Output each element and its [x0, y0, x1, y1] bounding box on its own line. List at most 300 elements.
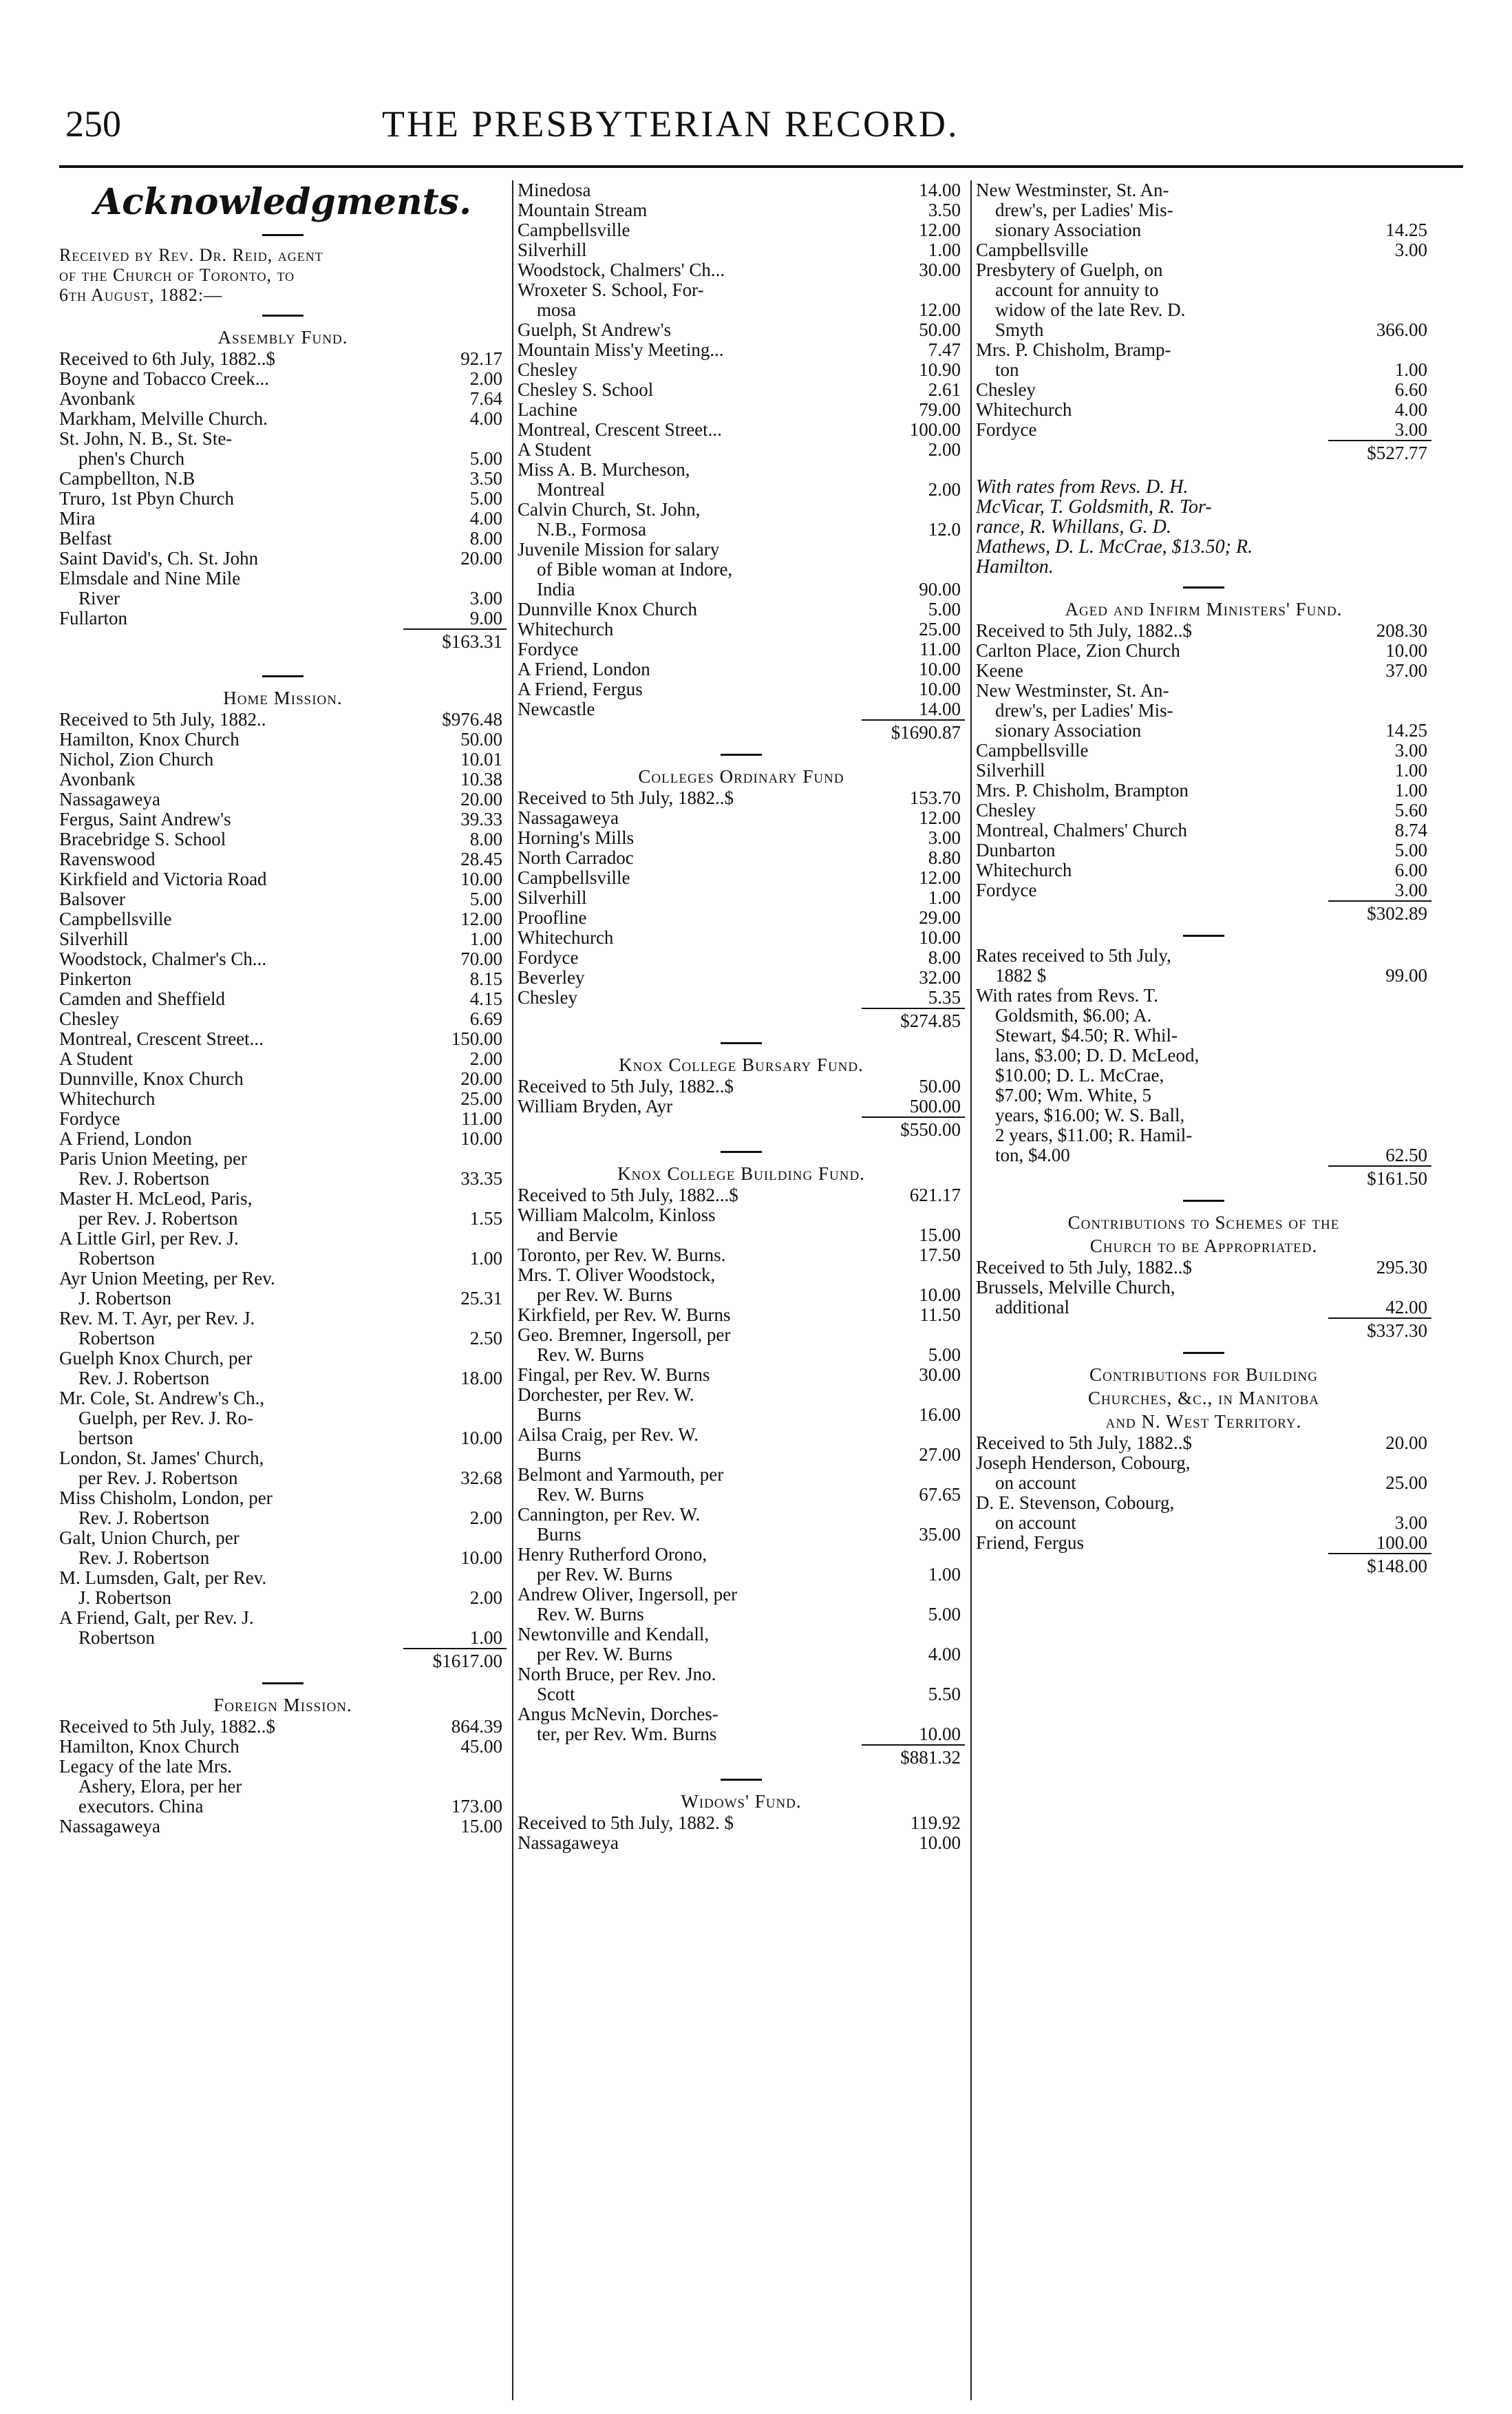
section-total: $161.50 — [1328, 1165, 1431, 1190]
entry-amount: 5.00 — [928, 600, 961, 620]
entry-amount: 67.65 — [919, 1485, 961, 1505]
entry-label: Presbytery of Guelph, on — [976, 260, 1163, 280]
entry-amount: 42.00 — [1385, 1298, 1427, 1317]
assembly-fund-list — [59, 349, 507, 628]
entry-label: William Malcolm, Kinloss — [518, 1205, 716, 1225]
entry-amount: 366.00 — [1376, 320, 1427, 340]
entry-line — [59, 790, 507, 809]
entry-line — [518, 1833, 965, 1853]
entry-amount: 25.31 — [460, 1289, 502, 1309]
entry-line — [976, 661, 1431, 681]
column-1 — [59, 180, 507, 2404]
entry-amount: 10.00 — [919, 1724, 961, 1744]
entry-label: Fullarton — [59, 608, 127, 628]
entry-label: Mr. Cole, St. Andrew's Ch., — [59, 1388, 265, 1408]
entry-line — [518, 320, 965, 340]
section-divider — [59, 666, 507, 686]
entry-amount: 208.30 — [1376, 621, 1427, 641]
entry-label: Whitechurch — [59, 1089, 156, 1109]
foreign-mission-list — [59, 1717, 507, 1836]
entry-amount: 1.00 — [1394, 781, 1427, 801]
entry-amount: 2.00 — [928, 480, 961, 500]
entry-label: Rev. J. Robertson — [78, 1548, 210, 1568]
entry-line — [976, 701, 1431, 721]
entry-amount: 15.00 — [460, 1817, 502, 1836]
section-heading: Widows' Fund. — [681, 1791, 802, 1812]
entry-line — [976, 220, 1431, 240]
entry-amount: 173.00 — [451, 1797, 502, 1817]
entry-line — [59, 1797, 507, 1817]
entry-line — [59, 1568, 507, 1588]
entry-amount: 3.00 — [1394, 240, 1427, 260]
entry-line — [976, 360, 1431, 380]
entry-line — [976, 200, 1431, 220]
entry-amount: 2.00 — [469, 1049, 502, 1069]
entry-amount: 14.00 — [919, 699, 961, 719]
entry-line — [976, 801, 1431, 820]
entry-line — [518, 1605, 965, 1624]
entry-line — [59, 1309, 507, 1328]
entry-line — [518, 200, 965, 220]
entry-label: Wroxeter S. School, For- — [518, 280, 704, 300]
entry-line — [518, 659, 965, 679]
entry-amount: 20.00 — [460, 790, 502, 809]
entry-line — [59, 710, 507, 730]
entry-amount: 864.39 — [451, 1717, 502, 1737]
building-fund-list — [518, 1185, 965, 1744]
entry-line — [976, 621, 1431, 641]
entry-amount: 50.00 — [919, 1077, 961, 1097]
entry-line — [518, 699, 965, 719]
entry-line — [976, 966, 1431, 986]
entry-line — [59, 1009, 507, 1029]
entry-line — [518, 300, 965, 320]
entry-amount: 1.00 — [469, 1249, 502, 1269]
entry-label: Brussels, Melville Church, — [976, 1278, 1175, 1298]
entry-label: Campbellsville — [59, 909, 172, 929]
entry-label: Friend, Fergus — [976, 1533, 1085, 1553]
page-title: THE PRESBYTERIAN RECORD. — [382, 103, 959, 145]
entry-label: Miss A. B. Murcheson, — [518, 460, 690, 480]
entry-line — [518, 639, 965, 659]
entry-line — [518, 1205, 965, 1225]
entry-label: Rev. W. Burns — [537, 1345, 644, 1365]
entry-amount: 8.15 — [469, 969, 502, 989]
entry-line — [976, 1046, 1431, 1066]
entry-amount: 10.00 — [919, 1285, 961, 1305]
entry-line — [59, 1817, 507, 1836]
entry-amount: 10.00 — [919, 659, 961, 679]
entry-line — [976, 1026, 1431, 1046]
entry-label: drew's, per Ladies' Mis- — [995, 701, 1173, 721]
entry-line — [976, 420, 1431, 440]
section-total: $1617.00 — [403, 1648, 507, 1673]
entry-line — [59, 1348, 507, 1368]
entry-label: Guelph, St Andrew's — [518, 320, 672, 340]
entry-label: Master H. McLeod, Paris, — [59, 1189, 253, 1209]
entry-label: Carlton Place, Zion Church — [976, 641, 1180, 661]
section-total: $302.89 — [1328, 900, 1431, 925]
entry-amount: 10.90 — [919, 360, 961, 380]
entry-label: Mrs. P. Chisholm, Bramp- — [976, 340, 1171, 360]
entry-label: Woodstock, Chalmers' Ch... — [518, 260, 725, 280]
entry-line — [518, 888, 965, 908]
entry-line — [59, 829, 507, 849]
section-divider — [518, 1033, 965, 1053]
entry-label: Ashery, Elora, per her — [78, 1777, 242, 1797]
entry-line — [518, 1565, 965, 1585]
entry-line — [59, 1029, 507, 1049]
entry-label: Camden and Sheffield — [59, 989, 225, 1009]
entry-line — [976, 781, 1431, 801]
section-divider — [518, 1141, 965, 1162]
entry-amount: 16.00 — [919, 1405, 961, 1425]
entry-label: lans, $3.00; D. D. McLeod, — [995, 1046, 1200, 1066]
entry-label: Robertson — [78, 1249, 155, 1269]
entry-line — [518, 1684, 965, 1704]
entry-line — [976, 880, 1431, 900]
entry-line — [59, 770, 507, 790]
entry-line — [518, 1525, 965, 1545]
entry-label: Dunnville, Knox Church — [59, 1069, 244, 1089]
rates-note-line: With rates from Revs. D. H. — [976, 476, 1189, 498]
entry-label: New Westminster, St. An- — [976, 180, 1169, 200]
entry-line — [59, 1388, 507, 1408]
entry-line — [59, 1628, 507, 1648]
entry-line — [518, 1704, 965, 1724]
entry-label: additional — [995, 1298, 1069, 1317]
entry-amount: 1.00 — [1394, 761, 1427, 781]
entry-amount: 5.00 — [928, 1345, 961, 1365]
entry-line — [518, 848, 965, 868]
entry-label: Received to 5th July, 1882..$ — [518, 1077, 734, 1097]
entry-amount: $976.48 — [442, 710, 502, 730]
entry-amount: 12.00 — [919, 220, 961, 240]
entry-line — [518, 928, 965, 948]
entry-label: Andrew Oliver, Ingersoll, per — [518, 1585, 738, 1605]
entry-label: Silverhill — [59, 929, 129, 949]
entry-line — [518, 1664, 965, 1684]
entry-line — [518, 180, 965, 200]
entry-line — [59, 489, 507, 509]
entry-amount: 14.25 — [1385, 220, 1427, 240]
entry-amount: 92.17 — [460, 349, 502, 369]
entry-line — [59, 449, 507, 469]
section-divider — [976, 1342, 1431, 1363]
entry-label: Hamilton, Knox Church — [59, 730, 239, 750]
entry-label: account for annuity to — [995, 280, 1159, 300]
entry-label: Received to 5th July, 1882..$ — [59, 1717, 275, 1737]
entry-line — [59, 1229, 507, 1249]
entry-amount: 33.35 — [460, 1169, 502, 1189]
entry-label: Joseph Henderson, Cobourg, — [976, 1453, 1191, 1473]
entry-label: sionary Association — [995, 721, 1142, 741]
entry-label: Nichol, Zion Church — [59, 750, 214, 770]
entry-amount: 621.17 — [909, 1185, 961, 1205]
entry-label: Received to 5th July, 1882..$ — [518, 788, 734, 808]
entry-line — [518, 1545, 965, 1565]
section-heading: Colleges Ordinary Fund — [638, 766, 844, 787]
entry-amount: 45.00 — [460, 1737, 502, 1757]
entry-label: Silverhill — [976, 761, 1045, 781]
section-heading: Aged and Infirm Ministers' Fund. — [1065, 599, 1343, 620]
section-divider — [976, 1190, 1431, 1211]
entry-label: Goldsmith, $6.00; A. — [995, 1006, 1152, 1026]
entry-amount: 90.00 — [919, 580, 961, 600]
entry-line — [59, 1089, 507, 1109]
entry-line — [59, 1109, 507, 1129]
entry-amount: 8.00 — [469, 529, 502, 549]
entry-line — [518, 1345, 965, 1365]
entry-label: Minedosa — [518, 180, 591, 200]
column-3 — [976, 180, 1431, 2404]
entry-amount: 1.00 — [928, 1565, 961, 1585]
entry-line — [518, 1097, 965, 1116]
rates-note-line: rance, R. Whillans, G. D. — [976, 516, 1171, 538]
entry-label: Received to 5th July, 1882..$ — [976, 1433, 1192, 1453]
entry-line — [976, 986, 1431, 1006]
column-divider — [512, 180, 513, 2400]
entry-amount: 25.00 — [1385, 1473, 1427, 1493]
section-heading: Contributions for Building — [1089, 1364, 1318, 1385]
entry-label: per Rev. W. Burns — [537, 1644, 672, 1664]
entry-amount: 3.00 — [469, 589, 502, 608]
entry-amount: 1.00 — [1394, 360, 1427, 380]
section-total: $148.00 — [1328, 1553, 1431, 1578]
acknowledgments-heading: Acknowledgments. — [94, 181, 472, 223]
entry-amount: 2.00 — [469, 1588, 502, 1608]
entry-amount: 4.00 — [469, 409, 502, 429]
entry-line — [976, 1493, 1431, 1513]
entry-label: Fingal, per Rev. W. Burns — [518, 1365, 710, 1385]
entry-line — [518, 400, 965, 420]
entry-amount: 10.00 — [460, 869, 502, 889]
entry-line — [59, 809, 507, 829]
entry-amount: 5.00 — [469, 449, 502, 469]
entry-amount: 35.00 — [919, 1525, 961, 1545]
entry-label: Chesley — [976, 801, 1036, 820]
entry-amount: 150.00 — [451, 1029, 502, 1049]
entry-label: Legacy of the late Mrs. — [59, 1757, 233, 1777]
entry-label: Whitechurch — [976, 400, 1072, 420]
entry-label: Rev. J. Robertson — [78, 1368, 210, 1388]
entry-amount: 62.50 — [1385, 1145, 1427, 1165]
entry-amount: 8.74 — [1394, 820, 1427, 840]
entry-amount: 4.00 — [1394, 400, 1427, 420]
entry-line — [518, 420, 965, 440]
entry-line — [59, 1269, 507, 1289]
entry-amount: 5.50 — [928, 1684, 961, 1704]
entry-line — [59, 409, 507, 429]
entry-line — [518, 1644, 965, 1664]
entry-label: Saint David's, Ch. St. John — [59, 549, 259, 569]
entry-label: Whitechurch — [518, 928, 614, 948]
intro-line: 6th August, 1882:— — [59, 285, 223, 305]
section-divider — [976, 577, 1431, 597]
entry-line — [59, 469, 507, 489]
entry-label: on account — [995, 1473, 1076, 1493]
entry-line — [976, 1066, 1431, 1086]
entry-amount: 3.50 — [469, 469, 502, 489]
entry-label: Robertson — [78, 1628, 155, 1648]
entry-line — [59, 1368, 507, 1388]
colleges-fund-list — [518, 788, 965, 1008]
section-divider — [59, 1673, 507, 1693]
entry-label: Hamilton, Knox Church — [59, 1737, 239, 1757]
entry-amount: 8.80 — [928, 848, 961, 868]
entry-amount: 30.00 — [919, 1365, 961, 1385]
entry-line — [59, 1069, 507, 1089]
entry-line — [59, 349, 507, 369]
section-total: $1690.87 — [862, 719, 965, 744]
entry-line — [59, 1408, 507, 1428]
entry-amount: 50.00 — [460, 730, 502, 750]
entry-label: Chesley — [59, 1009, 119, 1029]
entry-label: Dorchester, per Rev. W. — [518, 1385, 694, 1405]
entry-line — [518, 540, 965, 560]
entry-label: Fordyce — [976, 880, 1037, 900]
foreign-mission-continued-list — [518, 180, 965, 719]
entry-line — [59, 1149, 507, 1169]
entry-label: years, $16.00; W. S. Ball, — [995, 1105, 1185, 1125]
entry-amount: 32.00 — [919, 968, 961, 988]
entry-line — [518, 1285, 965, 1305]
entry-line — [518, 1365, 965, 1385]
entry-amount: 18.00 — [460, 1368, 502, 1388]
entry-line — [976, 280, 1431, 300]
entry-line — [976, 721, 1431, 741]
entry-line — [518, 480, 965, 500]
section-total: $881.32 — [862, 1744, 965, 1769]
entry-line — [518, 908, 965, 928]
section-total: $527.77 — [1328, 440, 1431, 465]
entry-amount: 10.00 — [460, 1548, 502, 1568]
entry-line — [59, 730, 507, 750]
entry-label: Campbellsville — [976, 240, 1089, 260]
entry-label: Avonbank — [59, 389, 136, 409]
entry-line — [59, 1737, 507, 1757]
entry-amount: 7.47 — [928, 340, 961, 360]
entry-label: Burns — [537, 1405, 582, 1425]
entry-label: London, St. James' Church, — [59, 1448, 264, 1468]
rates-note-line: McVicar, T. Goldsmith, R. Tor- — [976, 496, 1212, 518]
entry-line — [59, 1528, 507, 1548]
entry-label: Cannington, per Rev. W. — [518, 1505, 701, 1525]
rates-note-line: Hamilton. — [976, 556, 1054, 578]
entry-line — [976, 1145, 1431, 1165]
entry-line — [59, 849, 507, 869]
entry-amount: 6.00 — [1394, 860, 1427, 880]
entry-amount: 20.00 — [1385, 1433, 1427, 1453]
entry-label: Kirkfield and Victoria Road — [59, 869, 267, 889]
entry-label: River — [78, 589, 120, 608]
entry-label: Ailsa Craig, per Rev. W. — [518, 1425, 699, 1445]
entry-amount: 8.00 — [928, 948, 961, 968]
entry-label: Chesley — [518, 360, 577, 380]
entry-label: M. Lumsden, Galt, per Rev. — [59, 1568, 267, 1588]
page-header — [0, 103, 1512, 158]
entry-label: per Rev. J. Robertson — [78, 1209, 238, 1229]
entry-line — [518, 380, 965, 400]
entry-amount: 39.33 — [460, 809, 502, 829]
entry-label: A Friend, London — [518, 659, 650, 679]
entry-line — [59, 989, 507, 1009]
entry-line — [518, 1485, 965, 1505]
entry-amount: 5.60 — [1394, 801, 1427, 820]
entry-label: Nassagaweya — [59, 1817, 160, 1836]
entry-label: Montreal, Crescent Street... — [59, 1029, 264, 1049]
entry-amount: 1.55 — [469, 1209, 502, 1229]
entry-line — [518, 1405, 965, 1425]
manitoba-building-list — [976, 1433, 1431, 1553]
entry-line — [59, 589, 507, 608]
entry-label: India — [537, 580, 575, 600]
entry-line — [59, 509, 507, 529]
entry-line — [518, 1585, 965, 1605]
entry-label: Received to 5th July, 1882..$ — [976, 621, 1192, 641]
entry-label: phen's Church — [78, 449, 185, 469]
entry-label: New Westminster, St. An- — [976, 681, 1169, 701]
entry-amount: 25.00 — [919, 620, 961, 639]
entry-label: Silverhill — [518, 240, 587, 260]
entry-line — [976, 1513, 1431, 1533]
entry-line — [518, 808, 965, 828]
entry-amount: 12.00 — [460, 909, 502, 929]
section-heading: and N. West Territory. — [1105, 1411, 1302, 1432]
entry-line — [518, 600, 965, 620]
entry-amount: 27.00 — [919, 1445, 961, 1465]
bursary-fund-list — [518, 1077, 965, 1116]
entry-amount: 295.30 — [1376, 1258, 1427, 1278]
entry-label: Ravenswood — [59, 849, 156, 869]
entry-amount: 11.00 — [919, 639, 961, 659]
entry-line — [59, 1548, 507, 1568]
entry-amount: 2.00 — [469, 369, 502, 389]
entry-line — [518, 460, 965, 480]
entry-amount: 15.00 — [919, 1225, 961, 1245]
entry-label: N.B., Formosa — [537, 520, 647, 540]
entry-label: Elmsdale and Nine Mile — [59, 569, 241, 589]
entry-line — [59, 1209, 507, 1229]
entry-label: Mrs. T. Oliver Woodstock, — [518, 1265, 716, 1285]
entry-amount: 20.00 — [460, 549, 502, 569]
contributions-schemes-list — [976, 1258, 1431, 1317]
entry-amount: 12.00 — [919, 300, 961, 320]
entry-label: North Bruce, per Rev. Jno. — [518, 1664, 716, 1684]
entry-amount: 5.00 — [1394, 840, 1427, 860]
entry-line — [976, 1086, 1431, 1105]
entry-line — [518, 260, 965, 280]
entry-label: Rev. J. Robertson — [78, 1169, 210, 1189]
entry-line — [518, 280, 965, 300]
entry-label: Rev. W. Burns — [537, 1605, 644, 1624]
entry-label: ton, $4.00 — [995, 1145, 1070, 1165]
entry-label: ton — [995, 360, 1019, 380]
entry-line — [59, 1189, 507, 1209]
entry-label: Kirkfield, per Rev. W. Burns — [518, 1305, 731, 1325]
entry-amount: 10.01 — [460, 750, 502, 770]
entry-label: 2 years, $11.00; R. Hamil- — [995, 1125, 1193, 1145]
entry-amount: 119.92 — [910, 1813, 961, 1833]
section-heading: Contributions to Schemes of the — [1067, 1212, 1340, 1233]
entry-line — [518, 340, 965, 360]
entry-amount: 1.00 — [928, 888, 961, 908]
entry-line — [976, 761, 1431, 781]
entry-label: Campbellton, N.B — [59, 469, 195, 489]
entry-amount: 2.00 — [928, 440, 961, 460]
entry-label: Truro, 1st Pbyn Church — [59, 489, 235, 509]
entry-label: Belfast — [59, 529, 112, 549]
